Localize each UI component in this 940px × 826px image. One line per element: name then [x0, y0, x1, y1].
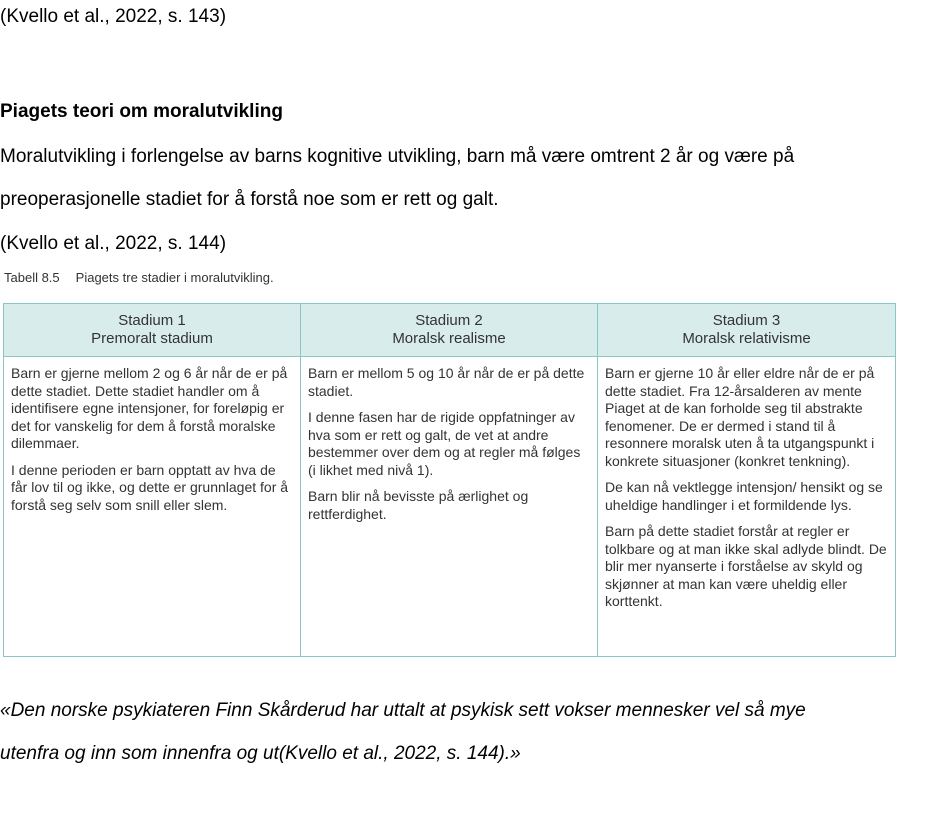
column-title: Stadium 3 [712, 312, 781, 329]
column-header-stage-1 [4, 304, 301, 357]
table-caption-number: Tabell 8.5 [4, 270, 60, 285]
citation-2: (Kvello et al., 2022, s. 144) [0, 233, 227, 254]
cell-paragraph: De kan nå vektlegge intensjon/ hensikt og se uheldige handlinger i et formildende lys. [605, 479, 883, 513]
column-subtitle: Moralsk relativisme [682, 330, 811, 347]
table-row [4, 357, 896, 657]
column-header-stage-2 [301, 304, 598, 357]
cell-paragraph: I denne fasen har de rigide oppfatninger av hva som er rett og galt, de vet at andre bestemmer over dem og at regler må følges (i likhet med nivå 1). [308, 409, 581, 478]
cell-paragraph: Barn er gjerne mellom 2 og 6 år når de er på dette stadiet. Dette stadiet handler om å identifisere egne intensjoner, for foreløpig er det for vanskelig for dem å forstå moralske dilemmaer. [11, 365, 288, 451]
table-caption [4, 270, 274, 285]
cell-paragraph: Barn blir nå bevisste på ærlighet og rettferdighet. [308, 488, 529, 522]
stage-3-cell [598, 357, 896, 657]
table-caption-text: Piagets tre stadier i moralutvikling. [75, 270, 274, 285]
cell-paragraph: I denne perioden er barn opptatt av hva de får lov til og ikke, og dette er grunnlaget for å forstå seg selv som snill eller slem. [11, 461, 289, 513]
cell-paragraph: Barn er mellom 5 og 10 år når de er på dette stadiet. [308, 365, 585, 399]
stage-2-cell [301, 357, 598, 657]
column-header-stage-3 [598, 304, 896, 357]
stages-table [3, 303, 896, 657]
column-subtitle: Moralsk realisme [392, 330, 506, 347]
column-subtitle: Premoralt stadium [91, 330, 213, 347]
column-title: Stadium 1 [118, 312, 186, 329]
quote-line-1: «Den norske psykiateren Finn Skårderud har uttalt at psykisk sett vokser mennesker vel så mye [0, 700, 806, 721]
cell-paragraph: Barn er gjerne 10 år eller eldre når de er på dette stadiet. Fra 12-årsalderen av mente Piaget at de kan forholde seg til abstrakte fenomener. De er dermed i stand til å resonnere moralsk uten å ta utgangspunkt i konkrete situasjoner (konkret tenkning). [605, 365, 875, 469]
cell-paragraph: Barn på dette stadiet forstår at regler er tolkbare og at man ikke skal adlyde blindt. De blir mer nyanserte i forståelse av skyld og skjønner at man kan være uheldig eller korttenkt. [605, 523, 887, 609]
paragraph-line-1: Moralutvikling i forlengelse av barns kognitive utvikling, barn må være omtrent 2 år og være på [0, 146, 795, 167]
quote-line-2: utenfra og inn som innenfra og ut(Kvello et al., 2022, s. 144).» [0, 743, 521, 764]
stage-1-cell [4, 357, 301, 657]
column-title: Stadium 2 [415, 312, 483, 329]
section-heading: Piagets teori om moralutvikling [0, 101, 283, 122]
table-header-row [4, 304, 896, 357]
paragraph-line-2: preoperasjonelle stadiet for å forstå noe som er rett og galt. [0, 189, 499, 210]
citation-top: (Kvello et al., 2022, s. 143) [0, 6, 227, 27]
